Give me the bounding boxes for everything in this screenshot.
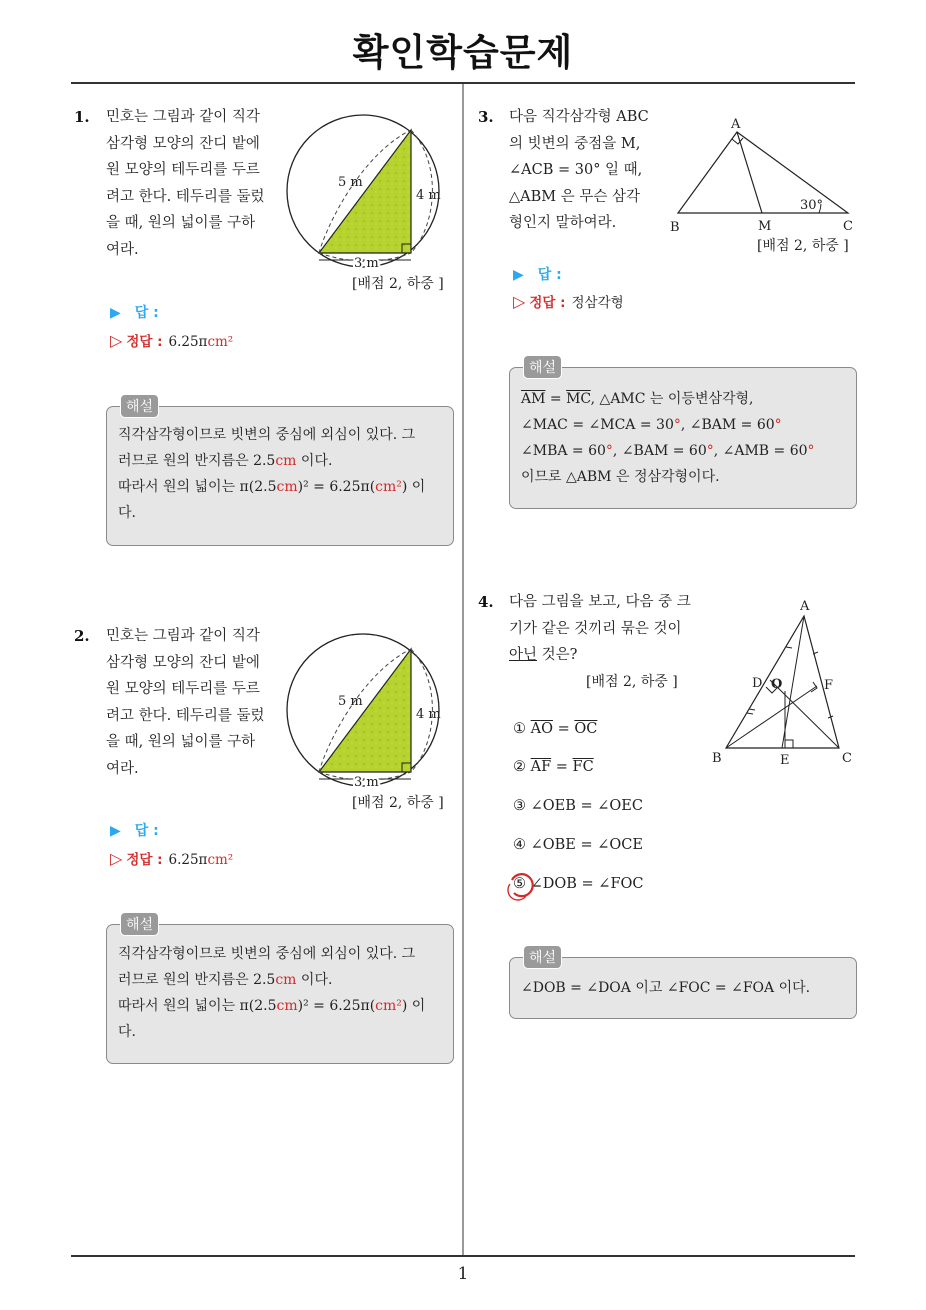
explanation-tag: 해설 <box>120 394 159 418</box>
vertex-a-label: A <box>731 117 741 132</box>
triangle-outline-icon: ▷ <box>110 331 123 350</box>
hypotenuse-label: 5 m <box>338 175 363 190</box>
angle-label: 30° <box>800 198 824 213</box>
vertex-e-label: E <box>780 753 790 768</box>
circle-triangle-figure <box>282 633 452 793</box>
question-text: 다음 직각삼각형 ABC 의 빗변의 중점을 M, ∠ACB = 30° 일 때, △ABM 은 무슨 삼각 형인지 말하여라. <box>509 109 649 231</box>
play-icon: ▶ <box>110 823 121 839</box>
play-icon: ▶ <box>110 305 121 321</box>
question-number: 1. <box>74 108 90 126</box>
explanation-tag: 해설 <box>120 912 159 936</box>
vertex-o-label: O <box>771 677 783 692</box>
triangle-abc-figure <box>664 112 864 237</box>
vertex-d-label: D <box>752 676 763 691</box>
play-icon: ▶ <box>513 267 524 283</box>
choice-4[interactable]: ④ ∠OBE = ∠OCE <box>513 837 643 853</box>
vertex-b-label: B <box>712 751 722 766</box>
correct-answer-row: ▷ 정답 : 6.25πcm² <box>110 331 234 350</box>
explanation-text: 직각삼각형이므로 빗변의 중심에 외심이 있다. 그 러므로 원의 반지름은 2.5cm 이다. 따라서 원의 넓이는 π(2.5cm)² = 6.25π(cm²) 이 다. <box>118 427 426 521</box>
choice-1[interactable]: ① $\overline{AO} = \overline{OC}$ <box>513 721 598 737</box>
answer-row: ▶ 답 : <box>110 305 159 321</box>
explanation-text: 직각삼각형이므로 빗변의 중심에 외심이 있다. 그 러므로 원의 반지름은 2.5cm 이다. 따라서 원의 넓이는 π(2.5cm)² = 6.25π(cm²) 이 다. <box>118 946 426 1040</box>
explanation-tag: 해설 <box>523 945 562 969</box>
vertex-c-label: C <box>843 219 853 234</box>
choice-3[interactable]: ③ ∠OEB = ∠OEC <box>513 798 643 814</box>
leg-label: 4 m <box>416 188 441 203</box>
correct-answer-row: ▷ 정답 : 6.25πcm² <box>110 849 234 868</box>
explanation-tag: 해설 <box>523 355 562 379</box>
score-label: [배점 2, 하중 ] <box>352 276 444 292</box>
column-divider <box>462 84 464 1256</box>
score-label: [배점 2, 하중 ] <box>586 674 678 690</box>
vertex-b-label: B <box>670 220 680 235</box>
circle-triangle-figure <box>282 114 452 274</box>
explanation-text: $\overline{AM} = \overline{MC}$, △AMC 는 이등변삼각형, ∠MAC = ∠MCA = 30°, ∠BAM = 60° ∠MBA = 60°, ∠BAM = 60°, ∠AMB = 60° 이므로 △ABM 은 정삼각형이다. <box>521 391 815 485</box>
base-label: 3 m <box>354 256 379 271</box>
answer-row: ▶ 답 : <box>110 823 159 839</box>
score-label: [배점 2, 하중 ] <box>352 795 444 811</box>
explanation-text: ∠DOB = ∠DOA 이고 ∠FOC = ∠FOA 이다. <box>521 980 811 996</box>
triangle-outline-icon: ▷ <box>513 292 526 311</box>
vertex-c-label: C <box>842 751 852 766</box>
hypotenuse-label: 5 m <box>338 694 363 709</box>
leg-label: 4 m <box>416 707 441 722</box>
question-number: 2. <box>74 627 90 645</box>
choice-5[interactable]: ⑤ ∠DOB = ∠FOC <box>513 876 644 892</box>
base-label: 3 m <box>354 775 379 790</box>
page-number: 1 <box>457 1264 469 1284</box>
question-number: 4. <box>478 593 494 611</box>
correct-answer-row: ▷ 정답 : 정삼각형 <box>513 292 624 311</box>
vertex-a-label: A <box>800 599 810 614</box>
footer-rule <box>71 1255 855 1257</box>
correct-choice-circle-mark <box>506 871 536 901</box>
question-number: 3. <box>478 108 494 126</box>
triangle-outline-icon: ▷ <box>110 849 123 868</box>
score-label: [배점 2, 하중 ] <box>757 238 849 254</box>
choice-2[interactable]: ② $\overline{AF} = \overline{FC}$ <box>513 759 594 775</box>
question-text: 민호는 그림과 같이 직각 삼각형 모양의 잔디 밭에 원 모양의 테두리를 두르 려고 한다. 테두리를 둘렀 을 때, 원의 넓이를 구하 여라. <box>106 109 265 258</box>
answer-row: ▶ 답 : <box>513 267 562 283</box>
page-title: 확인학습문제 <box>352 31 574 74</box>
question-text: 민호는 그림과 같이 직각 삼각형 모양의 잔디 밭에 원 모양의 테두리를 두르 려고 한다. 테두리를 둘렀 을 때, 원의 넓이를 구하 여라. <box>106 628 265 777</box>
vertex-m-label: M <box>758 219 772 234</box>
question-text: 다음 그림을 보고, 다음 중 크 기가 같은 것끼리 묶은 것이 아닌 것은? <box>509 594 691 663</box>
vertex-f-label: F <box>824 678 834 693</box>
triangle-incenter-figure <box>706 596 866 771</box>
